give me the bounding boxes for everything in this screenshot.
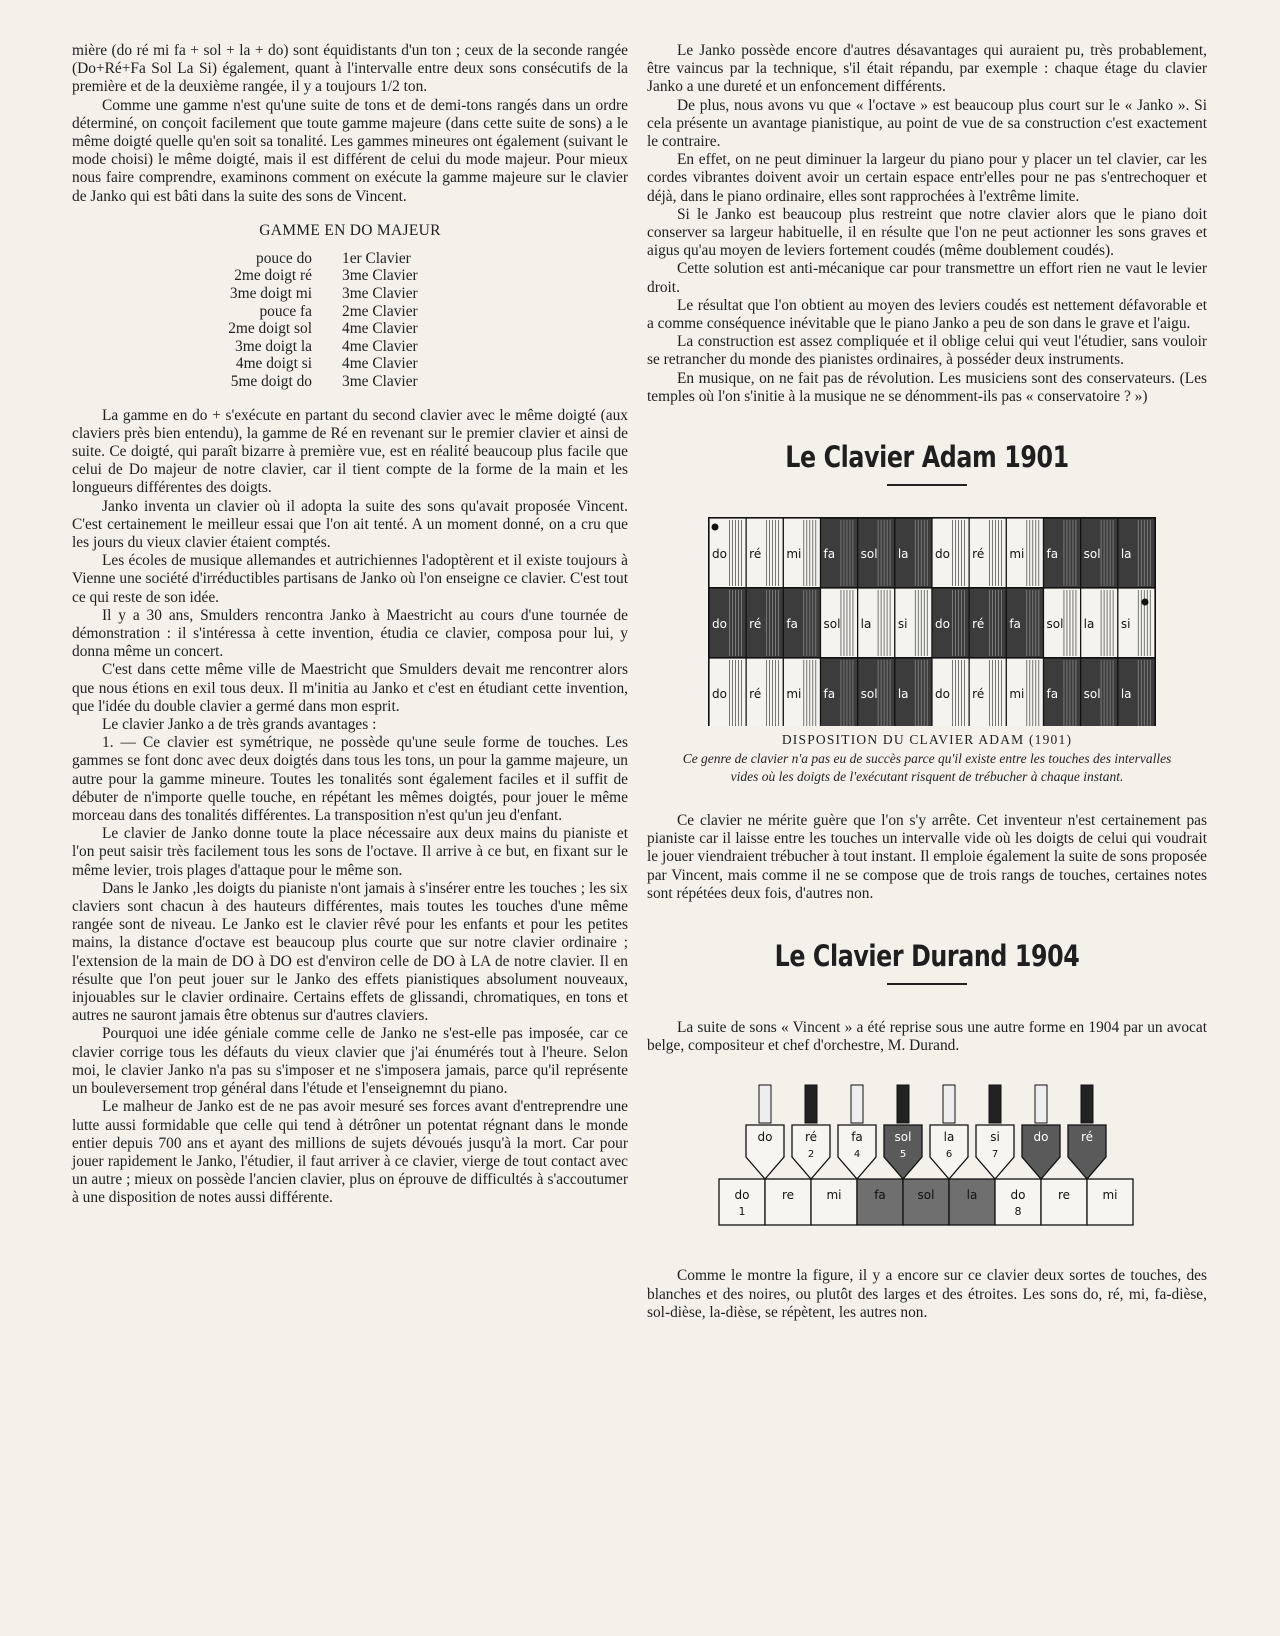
paragraph: Le malheur de Janko est de ne pas avoir mesuré ses forces avant d'entreprendre une lutte aussi formidable que celle qui tend à détrôner un potentat régnant dans le monde entier depuis 700 ans et ayant des millions de sujets dévoués jusqu'à la mort. Car pour jouer rapidement le Janko, l'étudier, il faut arriver à ce clavier, vierge de tout contact avec un autre ; mieux on possède l'ancien clavier, plus on éprouve de difficultés à s'accoutumer à une disposition de notes aussi différente.: [72, 1098, 628, 1207]
key-lever: [897, 1085, 909, 1123]
key-lever: [805, 1085, 817, 1123]
key-label: la: [943, 1130, 955, 1145]
key-label: do: [712, 547, 727, 562]
durand-keyboard-figure: [647, 1079, 1207, 1249]
key-label: la: [1083, 617, 1095, 632]
scale-keyboard: 4me Clavier: [342, 320, 418, 338]
paragraph: 1. — Ce clavier est symétrique, ne possède qu'une seule forme de touches. Les gammes se font donc avec deux doigtés dans tous les tons, un pour la gamme majeure, un autre pour la gamme mineure. Toutes les tonalités sont également faciles et il suffit de débuter de n'importe quelle touche, en répétant les mêmes doigtés, pour jouer le même morceau dans des tonalités différentes. La transposition n'est qu'un jeu d'enfant.: [72, 734, 628, 825]
key-label: fa: [1046, 547, 1059, 562]
scale-row: [192, 355, 418, 373]
key-label: mi: [1009, 687, 1025, 702]
scale-row: [192, 338, 418, 356]
key: [1006, 588, 1043, 658]
key-label: do: [712, 687, 727, 702]
key-label: ré: [972, 547, 985, 562]
key-number: 8: [1014, 1205, 1022, 1219]
key: [1118, 658, 1155, 726]
key-label: mi: [786, 687, 802, 702]
key-lever: [989, 1085, 1001, 1123]
lower-key: [1087, 1179, 1133, 1225]
key-label: fa: [823, 547, 836, 562]
key: [821, 588, 858, 658]
key-label: ré: [1080, 1130, 1094, 1145]
key: [969, 588, 1006, 658]
key-body: [949, 1179, 995, 1225]
scale-row: [192, 267, 418, 285]
key: [746, 588, 783, 658]
key-label: la: [966, 1188, 978, 1203]
scale-fingering: 3me doigt mi: [229, 285, 312, 303]
key: [932, 658, 969, 726]
key-label: sol: [1083, 687, 1101, 702]
scale-keyboard: 3me Clavier: [342, 267, 418, 285]
paragraph: Le clavier Janko a de très grands avantages :: [102, 716, 377, 734]
scale-fingering: 4me doigt si: [235, 355, 312, 373]
scale-keyboard: 1er Clavier: [342, 249, 411, 267]
key-body: [765, 1179, 811, 1225]
paragraph: Cette solution est anti-mécanique car pour transmettre un effort rien ne vaut le levier droit.: [647, 260, 1207, 296]
key: [895, 518, 932, 588]
scale-keyboard: 3me Clavier: [342, 372, 418, 390]
upper-key: [1068, 1085, 1106, 1179]
key-label: la: [897, 547, 909, 562]
key-label: do: [757, 1130, 773, 1145]
scale-keyboard: 2me Clavier: [342, 302, 418, 320]
key: [1044, 588, 1081, 658]
figure-caption: Ce genre de clavier n'a pas eu de succès parce qu'il existe entre les touches des intervalles vides où les doigts de l'exécutant risquent de trébucher à chaque instant.: [682, 751, 1172, 785]
key-label: fa: [823, 687, 836, 702]
key-body: [857, 1179, 903, 1225]
scale-table: [192, 250, 418, 391]
key: [1118, 518, 1155, 588]
key-number: 7: [991, 1149, 999, 1161]
scale-fingering: 2me doigt ré: [234, 267, 312, 285]
key-label: mi: [1009, 547, 1025, 562]
lower-key: [857, 1179, 903, 1225]
key-label: ré: [804, 1130, 818, 1145]
key: [783, 658, 820, 726]
key-body: [903, 1179, 949, 1225]
key: [746, 658, 783, 726]
key: [709, 588, 746, 658]
key-label: mi: [826, 1188, 842, 1203]
key-lever: [943, 1085, 955, 1123]
key-label: sol: [860, 547, 878, 562]
lower-key: [719, 1179, 765, 1225]
paragraph: Dans le Janko ,les doigts du pianiste n'ont jamais à s'insérer entre les touches ; les six claviers sont chacun à des hauteurs différentes, mais toutes les touches d'une même rangée sont de niveau. Le Janko est le clavier rêvé pour les enfants et pour les petites mains, la distance d'octave est beaucoup plus courte que sur notre clavier ordinaire ; l'extension de la main de DO à DO est d'environ celle de DO à LA de notre clavier. Il en résulte que l'on peut jouer sur le Janko des effets pianistiques absolument nouveaux, injouables sur le clavier ordinaire. Certains effets de glissandi, chromatiques, en tons et autres ne sauront jamais être obtenus sur d'autres claviers.: [72, 879, 628, 1025]
key-body: [811, 1179, 857, 1225]
left-column: [72, 42, 628, 1208]
key-body: [995, 1179, 1041, 1225]
paragraph: La construction est assez compliquée et il oblige celui qui veut l'étudier, sans vouloir se retrancher du monde des pianistes ordinaires, à posséder deux instruments.: [647, 333, 1207, 369]
key-label: do: [712, 617, 727, 632]
key: [858, 658, 895, 726]
lower-key: [765, 1179, 811, 1225]
key-label: fa: [786, 617, 798, 632]
key-number: 1: [738, 1205, 746, 1219]
upper-key: [792, 1085, 830, 1179]
upper-key: [1022, 1085, 1060, 1179]
marker-dot: [1142, 599, 1149, 606]
key-body: [719, 1179, 765, 1225]
paragraph: La suite de sons « Vincent » a été reprise sous une autre forme en 1904 par un avocat belge, compositeur et chef d'orchestre, M. Durand.: [647, 1019, 1207, 1055]
scale-keyboard: 3me Clavier: [342, 285, 418, 303]
key: [783, 588, 820, 658]
key: [1081, 588, 1118, 658]
paragraph: De plus, nous avons vu que « l'octave » est beaucoup plus court sur le « Janko ». Si cela présente un avantage pianistique, au point de vue de sa construction c'est exactement le contraire.: [647, 96, 1207, 151]
key-label: fa: [874, 1188, 886, 1203]
durand-title: Le Clavier Durand 1904: [774, 939, 1080, 974]
key: [746, 518, 783, 588]
paragraph: Le clavier de Janko donne toute la place nécessaire aux deux mains du pianiste et l'on peut saisir très facilement tous les sons de l'octave. Il arrive à ce but, en fixant sur le même levier, trois plages d'attaque pour le même son.: [72, 825, 628, 879]
key-label: sol: [823, 617, 841, 632]
key-label: sol: [894, 1130, 912, 1145]
key-number: 5: [899, 1149, 907, 1161]
key-label: re: [1057, 1188, 1071, 1203]
key-label: ré: [749, 617, 762, 632]
key: [895, 588, 932, 658]
paragraph: C'est dans cette même ville de Maestricht que Smulders devait me rencontrer alors que nous étions en exil tous deux. Il m'initia au Janko et c'est en étudiant cette invention, que l'idée du double clavier a germé dans mon esprit.: [72, 661, 628, 715]
key: [1081, 658, 1118, 726]
key-label: mi: [1102, 1188, 1118, 1203]
key-body: [1087, 1179, 1133, 1225]
paragraph: Ce clavier ne mérite guère que l'on s'y arrête. Cet inventeur n'est certainement pas pianiste car il laisse entre les touches un intervalle vide où les doigts de celui qui voudrait le jouer viendraient trébucher à tout instant. Il emploie également la suite de sons proposée par Vincent, mais comme il ne se compose que de trois rangs de touches, certaines notes sont répétées deux fois, d'autres non.: [647, 812, 1207, 902]
upper-key: [884, 1085, 922, 1179]
scale-keyboard: 4me Clavier: [342, 337, 418, 355]
key-label: fa: [1009, 617, 1021, 632]
key: [1044, 658, 1081, 726]
scale-row: [192, 373, 418, 391]
key: [821, 518, 858, 588]
key-label: si: [990, 1130, 1000, 1145]
paragraph: Comme le montre la figure, il y a encore sur ce clavier deux sortes de touches, des blanches et des noires, ou plutôt des larges et des étroites. Les sons do, ré, mi, fa-dièse, sol-dièse, la-dièse, se répètent, les autres non.: [647, 1267, 1207, 1321]
key-label: sol: [1083, 547, 1101, 562]
key: [969, 658, 1006, 726]
paragraph: Si le Janko est beaucoup plus restreint que notre clavier alors que le piano doit conserver sa largeur habituelle, il en résulte que l'on ne peut actionner les sons graves et aigus qu'au moyen de leviers fortement coudés (même doublement coudés).: [647, 205, 1207, 260]
paragraph: La gamme en do + s'exécute en partant du second clavier avec le même doigté (aux claviers près bien entendu), la gamme de Ré en revenant sur le premier clavier et ainsi de suite. Ce doigté, qui paraît bizarre à première vue, est en réalité beaucoup plus facile que celui de Do majeur de notre clavier, car il tient compte de la forme de la main et les longueurs différentes des doigts.: [72, 406, 628, 497]
paragraph: Comme une gamme n'est qu'une suite de tons et de demi-tons rangés dans un ordre déterminé, on conçoit facilement que toute gamme majeure (dans cette suite de sons) a le même doigté quelle qu'en soit sa tonalité. Les gammes mineures ont également (suivant le mode choisi) le même doigté, mais il est différent de celui du mode majeur. Pour mieux nous faire comprendre, examinons comment on exécute la gamme majeure sur le clavier de Janko qui est bâti dans la suite des sons de Vincent.: [72, 96, 628, 205]
adam-keyboard-diagram: [707, 516, 1157, 726]
marker-dot: [712, 524, 719, 531]
scale-fingering: 5me doigt do: [230, 372, 312, 390]
scale-heading: GAMME EN DO MAJEUR: [259, 221, 441, 239]
scale-row: [192, 285, 418, 303]
key-label: la: [1120, 547, 1132, 562]
key-label: do: [935, 617, 950, 632]
key-body: [1041, 1179, 1087, 1225]
paragraph: Janko inventa un clavier où il adopta la suite des sons qu'avait proposée Vincent. C'est certainement le meilleur essai que l'on ait tenté. A un moment donné, on a cru que les jours du vieux clavier étaient comptés.: [72, 497, 628, 551]
key-label: fa: [1046, 687, 1059, 702]
scale-row: [192, 303, 418, 321]
key-label: mi: [786, 547, 802, 562]
key-number: 4: [853, 1149, 861, 1161]
key-lever: [759, 1085, 771, 1123]
key: [895, 658, 932, 726]
key-lever: [1081, 1085, 1093, 1123]
key: [1006, 658, 1043, 726]
key: [932, 588, 969, 658]
adam-keyboard-figure: [647, 516, 1207, 786]
paragraph: En effet, on ne peut diminuer la largeur du piano pour y placer un tel clavier, car les cordes vibrantes doivent avoir un certain espace entr'elles pour ne pas s'entrechoquer et déjà, dans le piano ordinaire, elles sont rapprochées à l'extrême limite.: [647, 151, 1207, 205]
key-label: sol: [917, 1188, 935, 1203]
key-label: do: [935, 687, 950, 702]
right-column: [647, 42, 1207, 1322]
lower-key: [1041, 1179, 1087, 1225]
key: [858, 518, 895, 588]
key-label: re: [781, 1188, 795, 1203]
upper-key: [930, 1085, 968, 1179]
figure-caption-title: DISPOSITION DU CLAVIER ADAM (1901): [781, 732, 1073, 748]
key: [1006, 518, 1043, 588]
adam-title: Le Clavier Adam 1901: [785, 440, 1069, 475]
key-lever: [1035, 1085, 1047, 1123]
lower-key: [811, 1179, 857, 1225]
key: [821, 658, 858, 726]
key: [783, 518, 820, 588]
lower-key: [903, 1179, 949, 1225]
key: [858, 588, 895, 658]
key-lever: [851, 1085, 863, 1123]
key-label: do: [1033, 1130, 1049, 1145]
paragraph: En musique, on ne fait pas de révolution. Les musiciens sont des conservateurs. (Les temples où l'on s'initie à la musique ne se dénomment-ils pas « conservatoire ? »): [647, 369, 1207, 405]
paragraph: Le Janko possède encore d'autres désavantages qui auraient pu, très probablement, être vaincus par la technique, s'il était répandu, par exemple : chaque étage du clavier Janko a une dureté et un enfoncement différents.: [647, 42, 1207, 96]
key-label: ré: [749, 687, 762, 702]
key-label: sol: [860, 687, 878, 702]
key-label: ré: [972, 617, 985, 632]
scale-row: [192, 250, 418, 268]
paragraph: mière (do ré mi fa + sol + la + do) sont équidistants d'un ton ; ceux de la seconde rangée (Do+Ré+Fa Sol La Si) également, quant à l'intervalle entre deux sons consécutifs de la première et de la deuxième rangée, il y a toujours 1/2 ton.: [72, 42, 628, 96]
key-label: la: [897, 687, 909, 702]
paragraph: Pourquoi une idée géniale comme celle de Janko ne s'est-elle pas imposée, car ce clavier corrige tous les défauts du vieux clavier que j'ai énumérés tout à l'heure. Selon moi, le clavier Janko n'a pas su s'imposer et ne s'imposera jamais, parce qu'il représente un bouleversement trop général dans l'étude et l'enseignemnt du piano.: [72, 1025, 628, 1098]
scale-fingering: 2me doigt sol: [228, 320, 312, 338]
lower-key: [995, 1179, 1041, 1225]
key-label: sol: [1046, 617, 1064, 632]
key-number: 6: [945, 1149, 953, 1161]
durand-keyboard-diagram: [717, 1079, 1137, 1249]
key: [1081, 518, 1118, 588]
lower-key: [949, 1179, 995, 1225]
paragraph: Le résultat que l'on obtient au moyen des leviers coudés est nettement défavorable et a comme conséquence inévitable que le piano Janko a peu de son dans le grave et l'aigu.: [647, 296, 1207, 333]
key-label: do: [734, 1188, 750, 1203]
key-label: la: [1120, 687, 1132, 702]
key: [969, 518, 1006, 588]
key: [1044, 518, 1081, 588]
paragraph: Les écoles de musique allemandes et autrichiennes l'adoptèrent et il existe toujours à Vienne une société d'irréductibles partisans de Janko où l'on enseigne ce clavier. C'est tout ce qui reste de son idée.: [72, 552, 628, 606]
key-label: do: [935, 547, 950, 562]
upper-key: [746, 1085, 784, 1179]
scale-fingering: pouce fa: [259, 302, 312, 320]
key: [932, 518, 969, 588]
upper-key: [976, 1085, 1014, 1179]
key-label: fa: [851, 1130, 863, 1145]
key-number: 2: [807, 1149, 815, 1161]
key-label: do: [1010, 1188, 1026, 1203]
scale-fingering: pouce do: [256, 249, 312, 267]
key-label: si: [1120, 617, 1131, 632]
key-label: la: [860, 617, 872, 632]
paragraph: Il y a 30 ans, Smulders rencontra Janko à Maestricht au cours d'une tournée de démonstration : il s'intéressa à cette invention, étudia ce clavier, composa pour lui, y donna même un concert.: [72, 606, 628, 661]
upper-key: [838, 1085, 876, 1179]
scale-fingering: 3me doigt la: [235, 337, 312, 355]
scale-keyboard: 4me Clavier: [342, 355, 418, 373]
key-label: ré: [972, 687, 985, 702]
key-label: ré: [749, 547, 762, 562]
key: [1118, 588, 1155, 658]
key: [709, 658, 746, 726]
key-label: si: [897, 617, 908, 632]
scale-row: [192, 320, 418, 338]
